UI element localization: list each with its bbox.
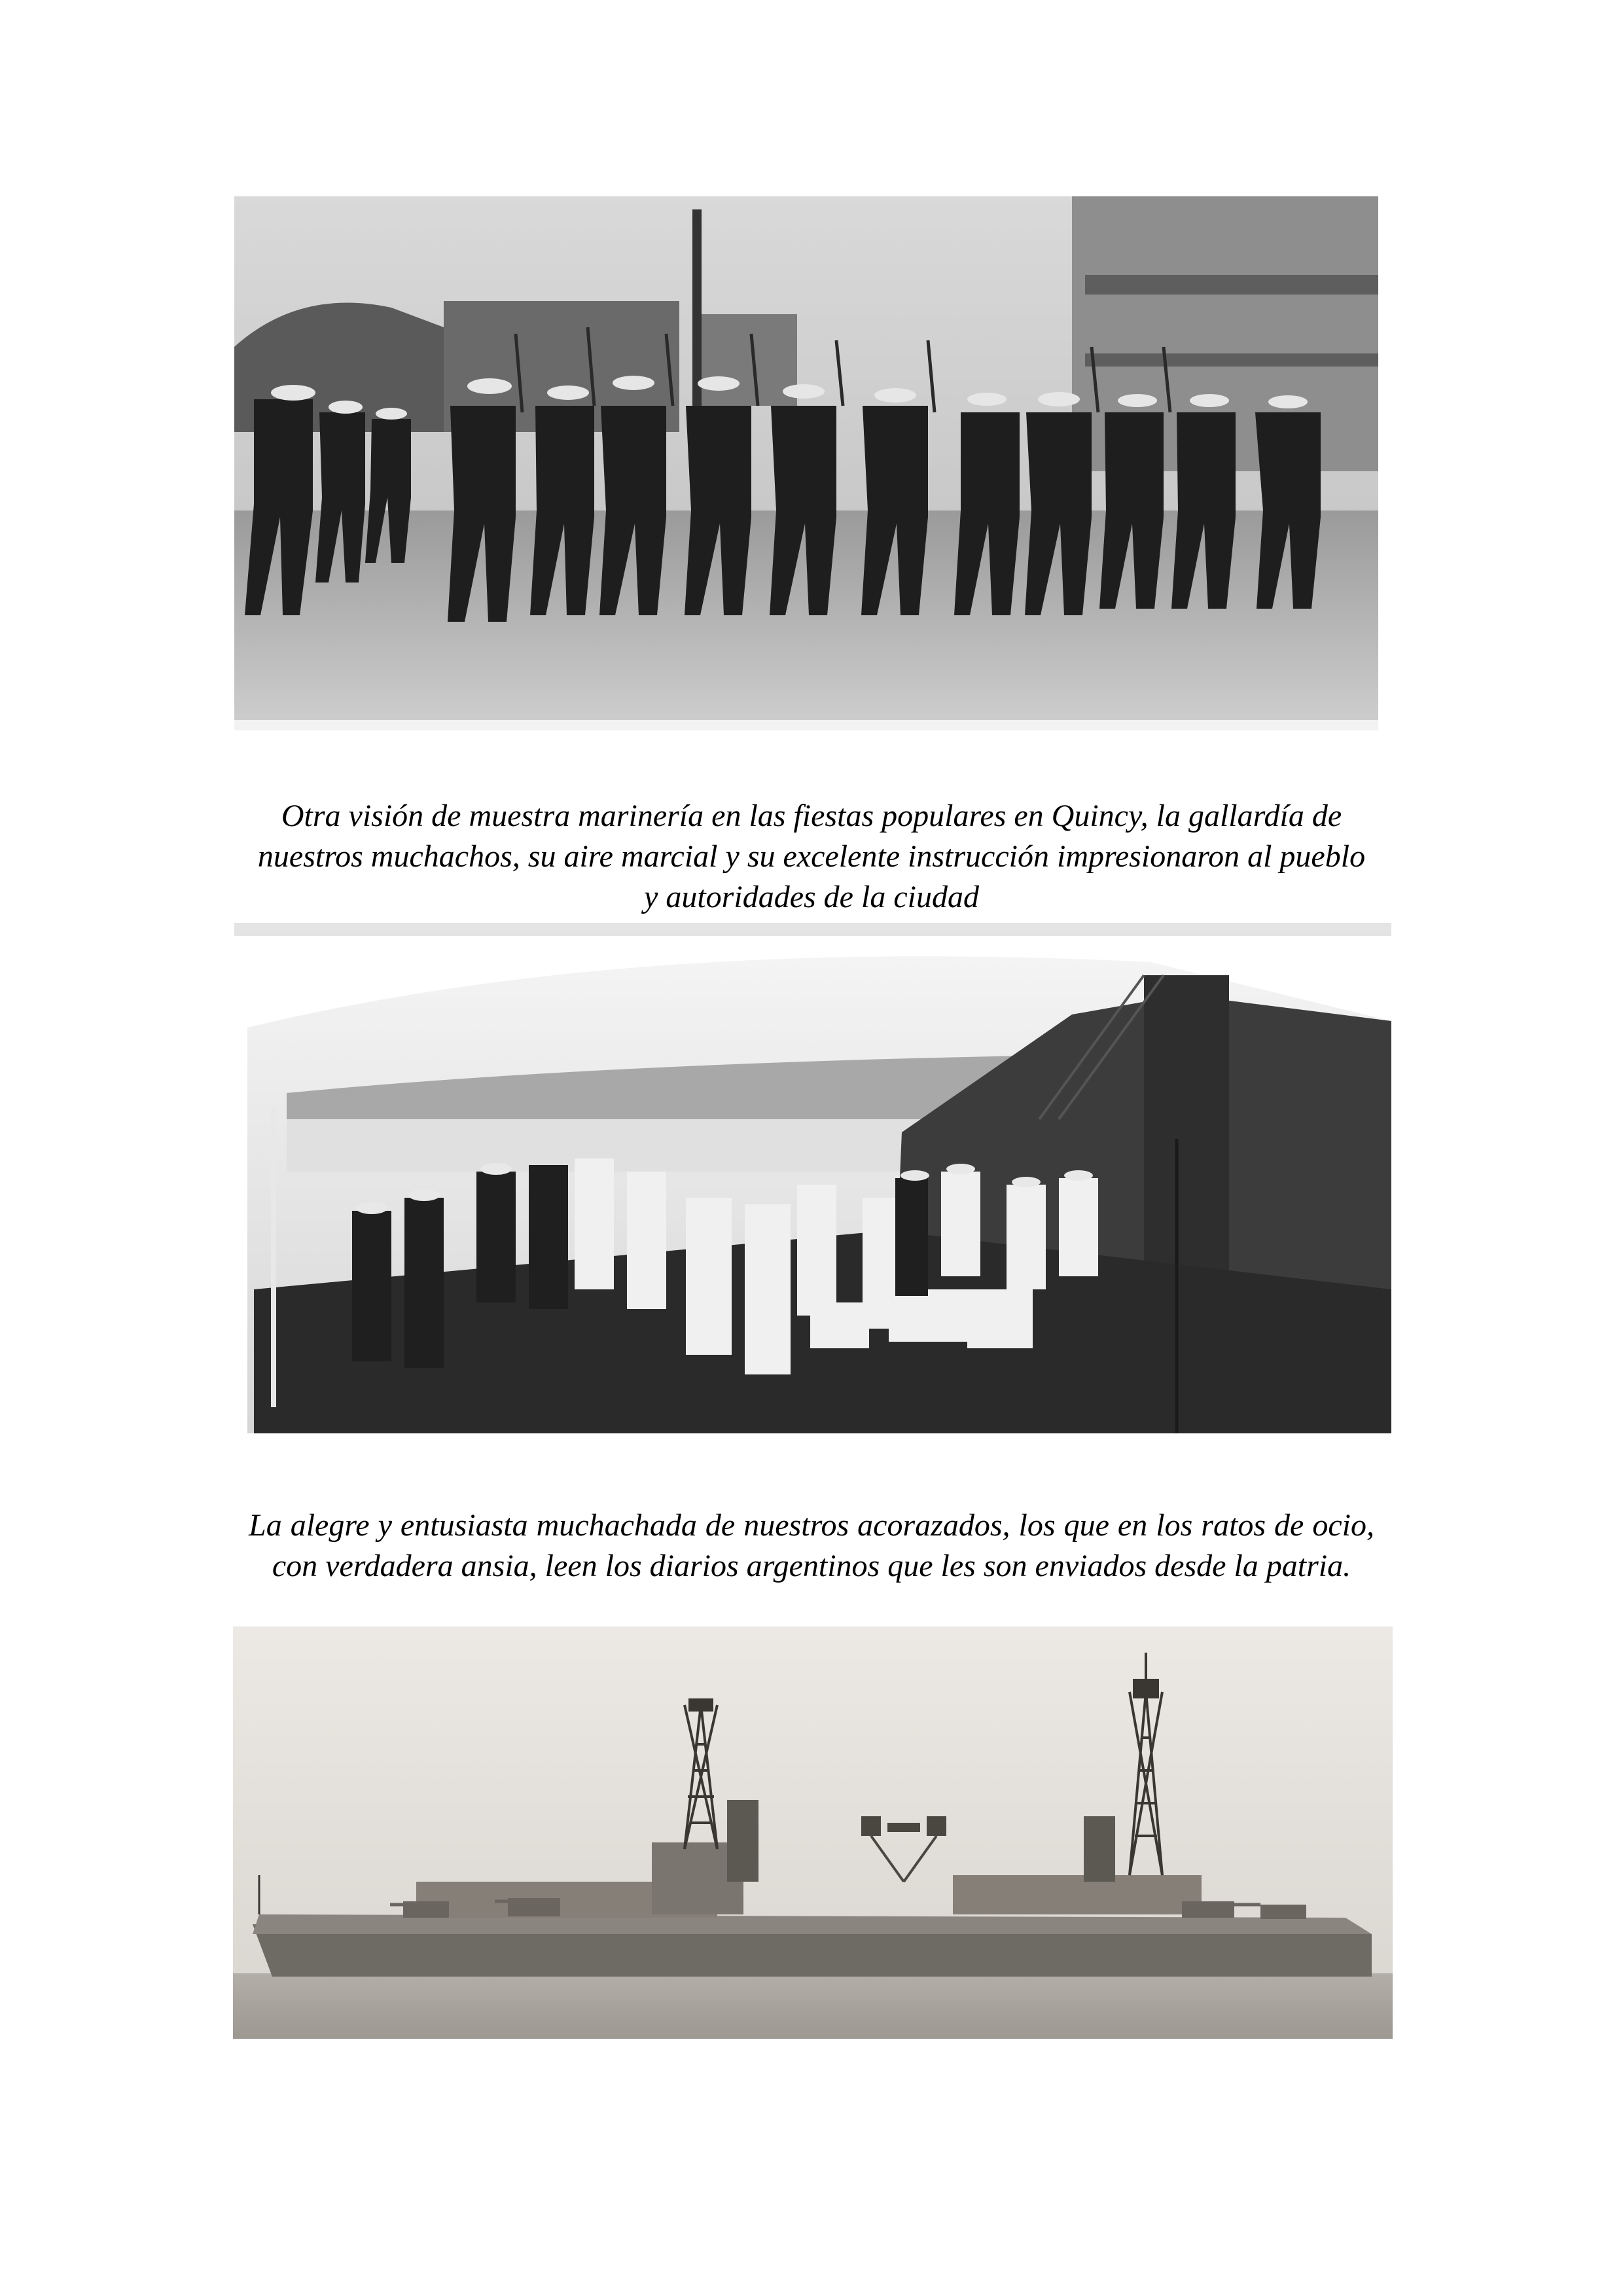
photo-sailors-on-deck [234, 923, 1391, 1433]
caption-parade: Otra visión de muestra marinería en las fiestas populares en Quincy, la gallardía de nuestros muchachos, su aire marcial y su excelente instrucción impresionaron al pueblo y autoridades de la ciudad [257, 798, 1366, 914]
photo-battleship [233, 1626, 1393, 2039]
caption-sailors-reading: La alegre y entusiasta muchachada de nuestros acorazados, los que en los ratos de ocio, con verdadera ansia, leen los diarios argentinos que les son enviados desde la patria. [249, 1508, 1374, 1583]
photo-sailors-on-deck-image [234, 923, 1391, 1433]
photo-battleship-image [233, 1626, 1393, 2039]
photo-sailors-marching-image [234, 196, 1378, 730]
photo-sailors-marching [234, 196, 1378, 730]
